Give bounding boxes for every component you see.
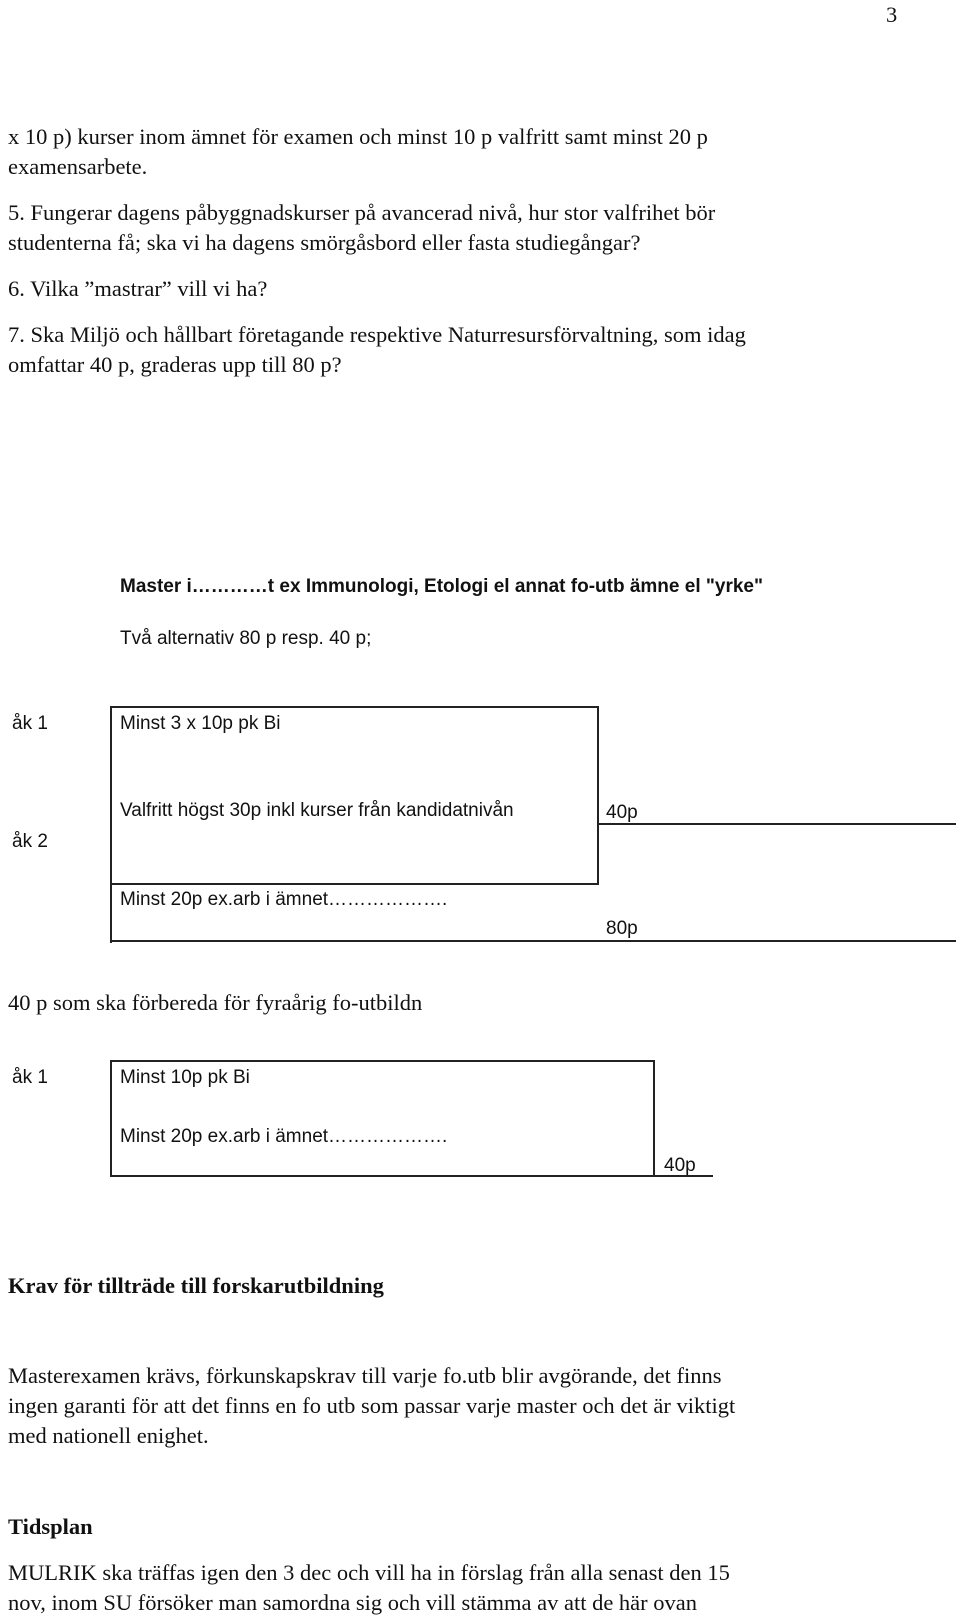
box-left-border xyxy=(110,706,112,943)
intro-line-2: examensarbete. xyxy=(8,154,148,179)
row-thesis: Minst 20p ex.arb i ämnet………………. xyxy=(120,1126,448,1147)
box-right-border xyxy=(653,1060,655,1177)
admission-line-3: med nationell enighet. xyxy=(8,1423,209,1448)
year-1-label: åk 1 xyxy=(12,1067,48,1088)
question-5-line-2: studenterna få; ska vi ha dagens smörgåsbord eller fasta studiegångar? xyxy=(8,230,641,255)
question-6: 6. Vilka ”mastrar” vill vi ha? xyxy=(8,276,268,301)
master-heading: Master i…………t ex Immunologi, Etologi el annat fo-utb ämne el "yrke" xyxy=(120,576,763,597)
question-7-line-2: omfattar 40 p, graderas upp till 80 p? xyxy=(8,352,342,377)
box-left-border xyxy=(110,1060,112,1177)
admission-line-1: Masterexamen krävs, förkunskapskrav till varje fo.utb blir avgörande, det finns xyxy=(8,1363,722,1388)
timeline-heading: Tidsplan xyxy=(8,1514,93,1539)
admission-line-2: ingen garanti för att det finns en fo utb som passar varje master och det är viktigt xyxy=(8,1393,736,1418)
points-40p: 40p xyxy=(664,1155,696,1176)
row-divider xyxy=(110,883,599,885)
section-40p-heading: 40 p som ska förbereda för fyraårig fo-utbildn xyxy=(8,990,423,1015)
year-2-label: åk 2 xyxy=(12,831,48,852)
box-right-border xyxy=(597,706,599,885)
intro-line-1: x 10 p) kurser inom ämnet för examen och minst 10 p valfritt samt minst 20 p xyxy=(8,124,708,149)
page-number: 3 xyxy=(886,2,898,27)
total-80-rule xyxy=(110,940,956,942)
admission-heading: Krav för tillträde till forskarutbildning xyxy=(8,1273,384,1298)
points-40-rule xyxy=(597,823,956,825)
question-5-line-1: 5. Fungerar dagens påbyggnadskurser på avancerad nivå, hur stor valfrihet bör xyxy=(8,200,716,225)
row-core-courses: Minst 10p pk Bi xyxy=(120,1067,250,1088)
year-1-label: åk 1 xyxy=(12,713,48,734)
points-40p: 40p xyxy=(606,802,638,823)
box-top-border xyxy=(110,706,599,708)
row-core-courses: Minst 3 x 10p pk Bi xyxy=(120,713,281,734)
row-thesis: Minst 20p ex.arb i ämnet………………. xyxy=(120,889,448,910)
timeline-line-2: nov, inom SU försöker man samordna sig och vill stämma av att de här ovan xyxy=(8,1590,698,1615)
points-80p: 80p xyxy=(606,918,638,939)
question-7-line-1: 7. Ska Miljö och hållbart företagande respektive Naturresursförvaltning, som idag xyxy=(8,322,746,347)
row-electives: Valfritt högst 30p inkl kurser från kandidatnivån xyxy=(120,800,514,821)
master-subheading: Två alternativ 80 p resp. 40 p; xyxy=(120,628,372,649)
timeline-line-1: MULRIK ska träffas igen den 3 dec och vill ha in förslag från alla senast den 15 xyxy=(8,1560,730,1585)
total-40-rule xyxy=(110,1175,713,1177)
box-top-border xyxy=(110,1060,655,1062)
